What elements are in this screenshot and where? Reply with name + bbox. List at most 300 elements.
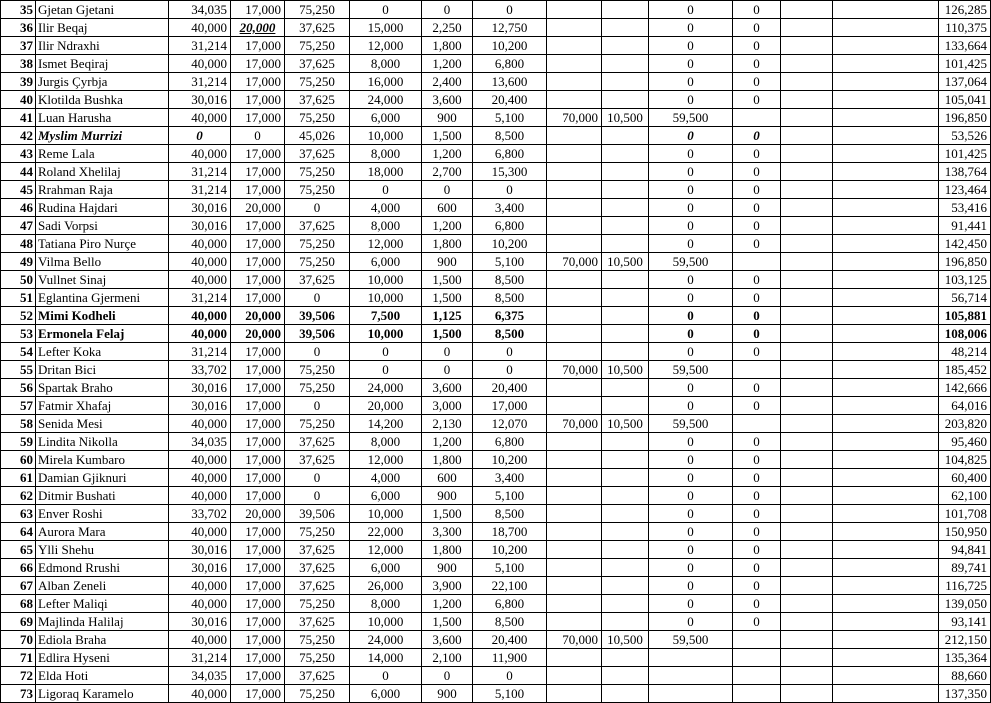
col-k: 0	[733, 523, 781, 541]
col-b: 31,214	[169, 163, 231, 181]
total-cell: 101,425	[939, 55, 991, 73]
col-i	[602, 307, 649, 325]
table-row	[1, 145, 991, 163]
col-l	[781, 253, 833, 271]
table-row	[1, 631, 991, 649]
table-row	[1, 19, 991, 37]
table-row	[1, 523, 991, 541]
col-c: 17,000	[231, 577, 285, 595]
col-k: 0	[733, 379, 781, 397]
col-k: 0	[733, 505, 781, 523]
col-k	[733, 631, 781, 649]
col-c: 17,000	[231, 37, 285, 55]
col-m	[833, 613, 939, 631]
col-h: 70,000	[547, 361, 602, 379]
col-i	[602, 163, 649, 181]
col-e: 4,000	[350, 469, 422, 487]
col-i	[602, 469, 649, 487]
col-m	[833, 415, 939, 433]
col-f: 2,400	[422, 73, 473, 91]
col-g: 6,800	[473, 217, 547, 235]
col-i	[602, 559, 649, 577]
col-m	[833, 163, 939, 181]
col-l	[781, 649, 833, 667]
col-f: 0	[422, 343, 473, 361]
col-i	[602, 55, 649, 73]
col-g: 0	[473, 181, 547, 199]
col-j: 0	[649, 613, 733, 631]
col-h: 70,000	[547, 253, 602, 271]
col-c: 17,000	[231, 289, 285, 307]
col-f: 3,600	[422, 379, 473, 397]
col-h	[547, 343, 602, 361]
table-row	[1, 91, 991, 109]
col-m	[833, 397, 939, 415]
col-e: 0	[350, 667, 422, 685]
table-row	[1, 307, 991, 325]
col-h	[547, 487, 602, 505]
col-h	[547, 1, 602, 19]
col-j: 0	[649, 559, 733, 577]
col-j: 0	[649, 523, 733, 541]
col-b: 33,702	[169, 361, 231, 379]
col-e: 4,000	[350, 199, 422, 217]
col-h: 70,000	[547, 415, 602, 433]
name-cell: Luan Harusha	[36, 109, 169, 127]
col-j: 0	[649, 289, 733, 307]
col-b: 31,214	[169, 649, 231, 667]
col-b: 31,214	[169, 37, 231, 55]
col-i	[602, 289, 649, 307]
table-row	[1, 667, 991, 685]
col-l	[781, 577, 833, 595]
col-k: 0	[733, 181, 781, 199]
col-f: 3,600	[422, 631, 473, 649]
col-d: 0	[285, 199, 350, 217]
col-f: 2,130	[422, 415, 473, 433]
col-k	[733, 253, 781, 271]
col-d: 75,250	[285, 649, 350, 667]
col-f: 2,700	[422, 163, 473, 181]
col-g: 20,400	[473, 631, 547, 649]
col-j: 0	[649, 55, 733, 73]
col-f: 1,500	[422, 325, 473, 343]
name-cell: Majlinda Halilaj	[36, 613, 169, 631]
col-c: 20,000	[231, 505, 285, 523]
col-g: 10,200	[473, 235, 547, 253]
col-d: 37,625	[285, 559, 350, 577]
col-i	[602, 523, 649, 541]
col-k: 0	[733, 541, 781, 559]
row-number: 37	[1, 37, 36, 55]
total-cell: 88,660	[939, 667, 991, 685]
col-c: 17,000	[231, 613, 285, 631]
col-m	[833, 559, 939, 577]
table-row	[1, 451, 991, 469]
col-e: 0	[350, 361, 422, 379]
col-m	[833, 523, 939, 541]
col-c: 17,000	[231, 109, 285, 127]
name-cell: Ediola Braha	[36, 631, 169, 649]
col-b: 30,016	[169, 559, 231, 577]
col-c: 17,000	[231, 1, 285, 19]
col-l	[781, 73, 833, 91]
col-f: 0	[422, 667, 473, 685]
col-e: 10,000	[350, 613, 422, 631]
col-m	[833, 541, 939, 559]
col-j: 0	[649, 235, 733, 253]
col-d: 0	[285, 289, 350, 307]
col-g: 15,300	[473, 163, 547, 181]
col-m	[833, 289, 939, 307]
col-c: 17,000	[231, 55, 285, 73]
col-j: 0	[649, 541, 733, 559]
col-g: 12,750	[473, 19, 547, 37]
col-j: 0	[649, 163, 733, 181]
col-l	[781, 307, 833, 325]
col-i	[602, 541, 649, 559]
col-j: 0	[649, 325, 733, 343]
col-l	[781, 559, 833, 577]
col-m	[833, 55, 939, 73]
col-j	[649, 649, 733, 667]
row-number: 45	[1, 181, 36, 199]
col-d: 75,250	[285, 181, 350, 199]
col-c: 17,000	[231, 379, 285, 397]
row-number: 39	[1, 73, 36, 91]
col-j: 59,500	[649, 415, 733, 433]
col-c: 17,000	[231, 433, 285, 451]
col-e: 14,200	[350, 415, 422, 433]
col-i	[602, 595, 649, 613]
col-m	[833, 19, 939, 37]
table-row	[1, 55, 991, 73]
col-d: 0	[285, 469, 350, 487]
col-k: 0	[733, 217, 781, 235]
name-cell: Gjetan Gjetani	[36, 1, 169, 19]
col-j: 0	[649, 91, 733, 109]
col-j: 0	[649, 199, 733, 217]
col-k	[733, 667, 781, 685]
col-d: 0	[285, 397, 350, 415]
col-l	[781, 19, 833, 37]
col-f: 1,500	[422, 127, 473, 145]
table-row	[1, 1, 991, 19]
row-number: 59	[1, 433, 36, 451]
col-l	[781, 271, 833, 289]
row-number: 51	[1, 289, 36, 307]
col-e: 10,000	[350, 271, 422, 289]
row-number: 62	[1, 487, 36, 505]
col-f: 900	[422, 685, 473, 703]
col-d: 39,506	[285, 505, 350, 523]
name-cell: Ditmir Bushati	[36, 487, 169, 505]
col-m	[833, 253, 939, 271]
table-row	[1, 235, 991, 253]
total-cell: 91,441	[939, 217, 991, 235]
col-h	[547, 379, 602, 397]
col-c: 17,000	[231, 523, 285, 541]
col-m	[833, 649, 939, 667]
name-cell: Lindita Nikolla	[36, 433, 169, 451]
col-d: 75,250	[285, 361, 350, 379]
col-f: 2,100	[422, 649, 473, 667]
col-i	[602, 505, 649, 523]
row-number: 57	[1, 397, 36, 415]
name-cell: Reme Lala	[36, 145, 169, 163]
col-m	[833, 307, 939, 325]
col-i	[602, 577, 649, 595]
col-b: 34,035	[169, 433, 231, 451]
col-b: 31,214	[169, 343, 231, 361]
col-c: 20,000	[231, 199, 285, 217]
name-cell: Ligoraq Karamelo	[36, 685, 169, 703]
col-e: 22,000	[350, 523, 422, 541]
col-b: 40,000	[169, 253, 231, 271]
col-m	[833, 109, 939, 127]
col-h	[547, 73, 602, 91]
col-m	[833, 667, 939, 685]
col-c: 17,000	[231, 631, 285, 649]
table-row	[1, 127, 991, 145]
total-cell: 62,100	[939, 487, 991, 505]
row-number: 58	[1, 415, 36, 433]
col-k: 0	[733, 37, 781, 55]
col-c: 17,000	[231, 685, 285, 703]
col-b: 40,000	[169, 577, 231, 595]
col-j: 0	[649, 271, 733, 289]
col-i	[602, 649, 649, 667]
col-l	[781, 523, 833, 541]
total-cell: 64,016	[939, 397, 991, 415]
table-row	[1, 181, 991, 199]
col-f: 1,800	[422, 235, 473, 253]
col-c: 17,000	[231, 595, 285, 613]
col-i: 10,500	[602, 631, 649, 649]
table-row	[1, 559, 991, 577]
name-cell: Lefter Koka	[36, 343, 169, 361]
name-cell: Alban Zeneli	[36, 577, 169, 595]
row-number: 72	[1, 667, 36, 685]
table-row	[1, 469, 991, 487]
name-cell: Jurgis Çyrbja	[36, 73, 169, 91]
col-e: 14,000	[350, 649, 422, 667]
name-cell: Vullnet Sinaj	[36, 271, 169, 289]
col-j: 0	[649, 37, 733, 55]
col-h	[547, 19, 602, 37]
row-number: 60	[1, 451, 36, 469]
col-k: 0	[733, 73, 781, 91]
col-i	[602, 487, 649, 505]
col-d: 37,625	[285, 451, 350, 469]
col-g: 6,800	[473, 55, 547, 73]
table-row	[1, 685, 991, 703]
col-m	[833, 217, 939, 235]
col-g: 5,100	[473, 487, 547, 505]
table-row	[1, 217, 991, 235]
col-g: 5,100	[473, 253, 547, 271]
col-j: 0	[649, 1, 733, 19]
col-g: 20,400	[473, 91, 547, 109]
col-j: 0	[649, 343, 733, 361]
col-c: 17,000	[231, 469, 285, 487]
col-j: 0	[649, 397, 733, 415]
col-e: 6,000	[350, 253, 422, 271]
col-l	[781, 343, 833, 361]
total-cell: 94,841	[939, 541, 991, 559]
table-row	[1, 325, 991, 343]
col-f: 3,600	[422, 91, 473, 109]
col-b: 0	[169, 127, 231, 145]
col-e: 8,000	[350, 595, 422, 613]
table-row	[1, 613, 991, 631]
col-k: 0	[733, 613, 781, 631]
col-j: 0	[649, 487, 733, 505]
col-h	[547, 613, 602, 631]
total-cell: 126,285	[939, 1, 991, 19]
col-k: 0	[733, 487, 781, 505]
col-m	[833, 325, 939, 343]
row-number: 68	[1, 595, 36, 613]
col-l	[781, 505, 833, 523]
row-number: 40	[1, 91, 36, 109]
col-g: 3,400	[473, 199, 547, 217]
table-row	[1, 73, 991, 91]
table-row	[1, 487, 991, 505]
total-cell: 212,150	[939, 631, 991, 649]
col-e: 6,000	[350, 685, 422, 703]
row-number: 42	[1, 127, 36, 145]
col-f: 1,200	[422, 433, 473, 451]
total-cell: 123,464	[939, 181, 991, 199]
col-c: 17,000	[231, 397, 285, 415]
table-row	[1, 433, 991, 451]
col-l	[781, 217, 833, 235]
col-j: 0	[649, 595, 733, 613]
col-j: 0	[649, 19, 733, 37]
col-l	[781, 127, 833, 145]
col-g: 8,500	[473, 505, 547, 523]
col-b: 30,016	[169, 397, 231, 415]
col-l	[781, 433, 833, 451]
table-row	[1, 361, 991, 379]
col-k: 0	[733, 325, 781, 343]
col-k: 0	[733, 469, 781, 487]
total-cell: 133,664	[939, 37, 991, 55]
col-d: 75,250	[285, 37, 350, 55]
col-m	[833, 361, 939, 379]
col-e: 12,000	[350, 541, 422, 559]
col-e: 24,000	[350, 631, 422, 649]
total-cell: 53,526	[939, 127, 991, 145]
total-cell: 142,450	[939, 235, 991, 253]
col-k: 0	[733, 307, 781, 325]
col-c: 17,000	[231, 217, 285, 235]
col-l	[781, 109, 833, 127]
col-e: 6,000	[350, 559, 422, 577]
col-h: 70,000	[547, 109, 602, 127]
col-h	[547, 55, 602, 73]
row-number: 41	[1, 109, 36, 127]
col-d: 39,506	[285, 325, 350, 343]
col-j: 0	[649, 433, 733, 451]
total-cell: 95,460	[939, 433, 991, 451]
col-g: 8,500	[473, 289, 547, 307]
col-k: 0	[733, 91, 781, 109]
col-g: 6,800	[473, 433, 547, 451]
col-b: 40,000	[169, 307, 231, 325]
col-h	[547, 307, 602, 325]
col-d: 37,625	[285, 613, 350, 631]
col-k: 0	[733, 235, 781, 253]
col-b: 40,000	[169, 523, 231, 541]
row-number: 35	[1, 1, 36, 19]
name-cell: Rudina Hajdari	[36, 199, 169, 217]
col-g: 8,500	[473, 271, 547, 289]
table-row	[1, 541, 991, 559]
col-b: 40,000	[169, 685, 231, 703]
col-b: 31,214	[169, 73, 231, 91]
col-e: 7,500	[350, 307, 422, 325]
total-cell: 104,825	[939, 451, 991, 469]
col-d: 75,250	[285, 685, 350, 703]
table-row	[1, 577, 991, 595]
col-f: 3,000	[422, 397, 473, 415]
col-g: 6,800	[473, 595, 547, 613]
col-f: 1,500	[422, 613, 473, 631]
col-d: 45,026	[285, 127, 350, 145]
col-i	[602, 379, 649, 397]
name-cell: Enver Roshi	[36, 505, 169, 523]
col-d: 37,625	[285, 91, 350, 109]
col-d: 75,250	[285, 631, 350, 649]
table-row	[1, 379, 991, 397]
col-h	[547, 433, 602, 451]
col-k: 0	[733, 343, 781, 361]
col-i	[602, 271, 649, 289]
table-row	[1, 163, 991, 181]
col-b: 40,000	[169, 271, 231, 289]
name-cell: Myslim Murrizi	[36, 127, 169, 145]
col-h	[547, 667, 602, 685]
name-cell: Tatiana Piro Nurçe	[36, 235, 169, 253]
col-d: 37,625	[285, 55, 350, 73]
row-number: 49	[1, 253, 36, 271]
col-f: 600	[422, 469, 473, 487]
col-e: 10,000	[350, 289, 422, 307]
col-j: 59,500	[649, 631, 733, 649]
col-k: 0	[733, 289, 781, 307]
col-e: 6,000	[350, 109, 422, 127]
col-e: 10,000	[350, 505, 422, 523]
col-g: 11,900	[473, 649, 547, 667]
col-c: 17,000	[231, 541, 285, 559]
col-c: 17,000	[231, 181, 285, 199]
col-h	[547, 505, 602, 523]
col-h	[547, 649, 602, 667]
col-h	[547, 523, 602, 541]
name-cell: Eglantina Gjermeni	[36, 289, 169, 307]
col-c: 17,000	[231, 343, 285, 361]
col-g: 22,100	[473, 577, 547, 595]
col-k: 0	[733, 199, 781, 217]
col-h	[547, 37, 602, 55]
col-i	[602, 91, 649, 109]
col-e: 18,000	[350, 163, 422, 181]
col-j	[649, 667, 733, 685]
col-l	[781, 667, 833, 685]
col-d: 75,250	[285, 163, 350, 181]
